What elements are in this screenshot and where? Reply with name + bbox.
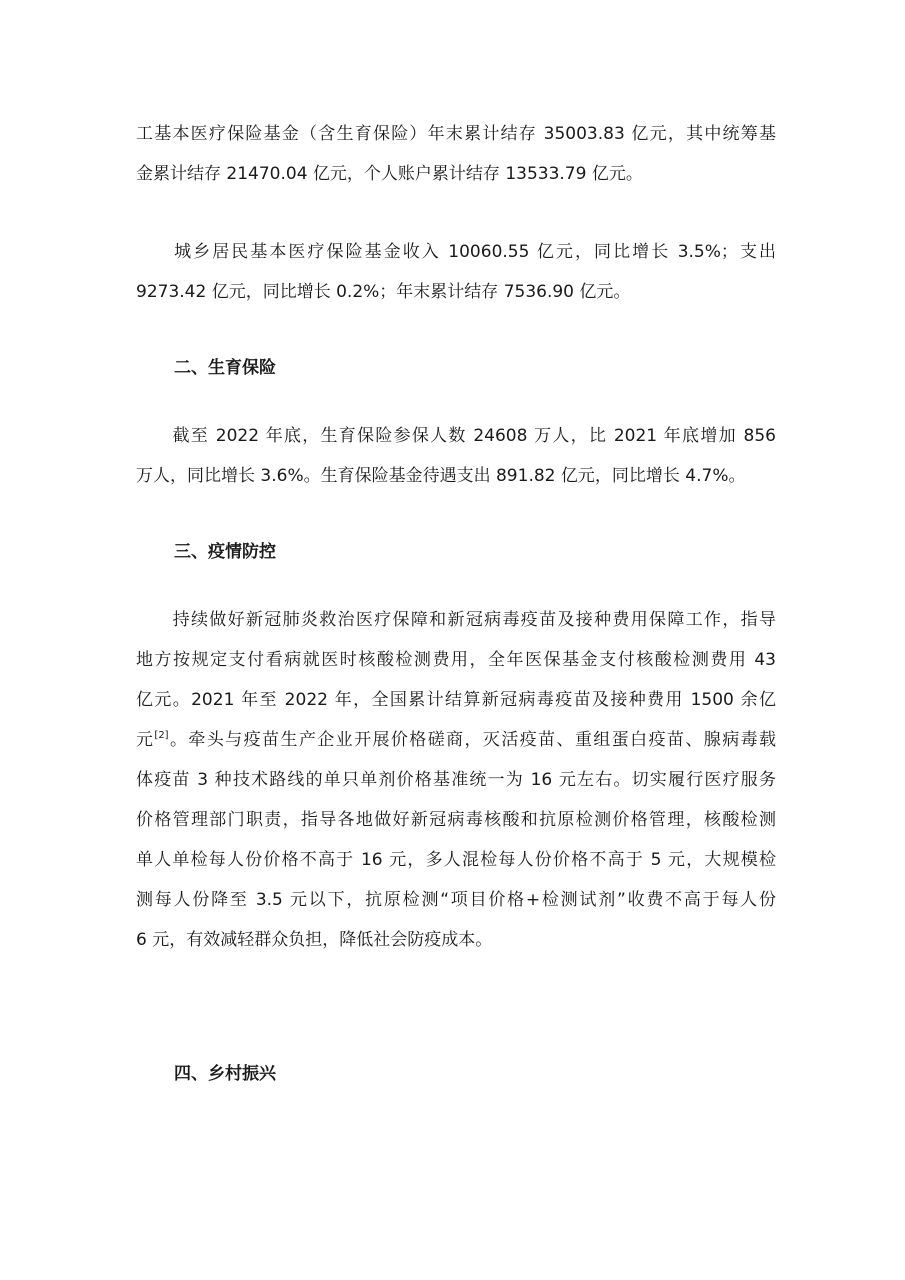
text-line: 金累计结存 21470.04 亿元，个人账户累计结存 13533.79 亿元。 <box>136 164 643 184</box>
text-line: 万人，同比增长 3.6%。生育保险基金待遇支出 891.82 亿元，同比增长 4.7%。 <box>136 466 746 486</box>
text-line: 6 元，有效减轻群众负担，降低社会防疫成本。 <box>136 930 493 950</box>
text-line: 地方按规定支付看病就医时核酸检测费用，全年医保基金支付核酸检测费用 43 <box>136 650 776 670</box>
text-line <box>136 720 776 760</box>
text-fragment: 。牵头与疫苗生产企业开展价格磋商，灭活疫苗、重组蛋白疫苗、腺病毒载 <box>168 730 777 750</box>
text-line: 9273.42 亿元，同比增长 0.2%；年末累计结存 7536.90 亿元。 <box>136 282 631 302</box>
paragraph-resident-fund <box>136 232 776 312</box>
text-line: 测每人份降至 3.5 元以下，抗原检测“项目价格+检测试剂”收费不高于每人份 <box>136 890 776 910</box>
text-line: 亿元。2021 年至 2022 年，全国累计结算新冠病毒疫苗及接种费用 1500 余亿 <box>136 690 776 710</box>
text-line: 截至 2022 年底，生育保险参保人数 24608 万人，比 2021 年底增加 856 <box>136 426 776 446</box>
text-line: 工基本医疗保险基金（含生育保险）年末累计结存 35003.83 亿元，其中统筹基 <box>136 124 776 144</box>
section-heading-epidemic-control: 三、疫情防控 <box>174 542 276 562</box>
paragraph-epidemic-control <box>136 600 776 960</box>
section-heading-rural-revitalization: 四、乡村振兴 <box>174 1064 276 1084</box>
text-line: 价格管理部门职责，指导各地做好新冠病毒核酸和抗原检测价格管理，核酸检测 <box>136 810 776 830</box>
text-line: 持续做好新冠肺炎救治医疗保障和新冠病毒疫苗及接种费用保障工作，指导 <box>136 610 776 630</box>
section-heading-maternity-insurance: 二、生育保险 <box>174 358 276 378</box>
text-line: 城乡居民基本医疗保险基金收入 10060.55 亿元，同比增长 3.5%；支出 <box>136 242 776 262</box>
citation-reference: [2] <box>154 730 169 741</box>
paragraph-employee-fund-balance <box>136 114 776 194</box>
text-line: 单人单检每人份价格不高于 16 元，多人混检每人份价格不高于 5 元，大规模检 <box>136 850 776 870</box>
paragraph-maternity-insurance <box>136 416 776 496</box>
text-line: 体疫苗 3 种技术路线的单只单剂价格基准统一为 16 元左右。切实履行医疗服务 <box>136 770 776 790</box>
text-fragment: 元 <box>136 730 155 750</box>
